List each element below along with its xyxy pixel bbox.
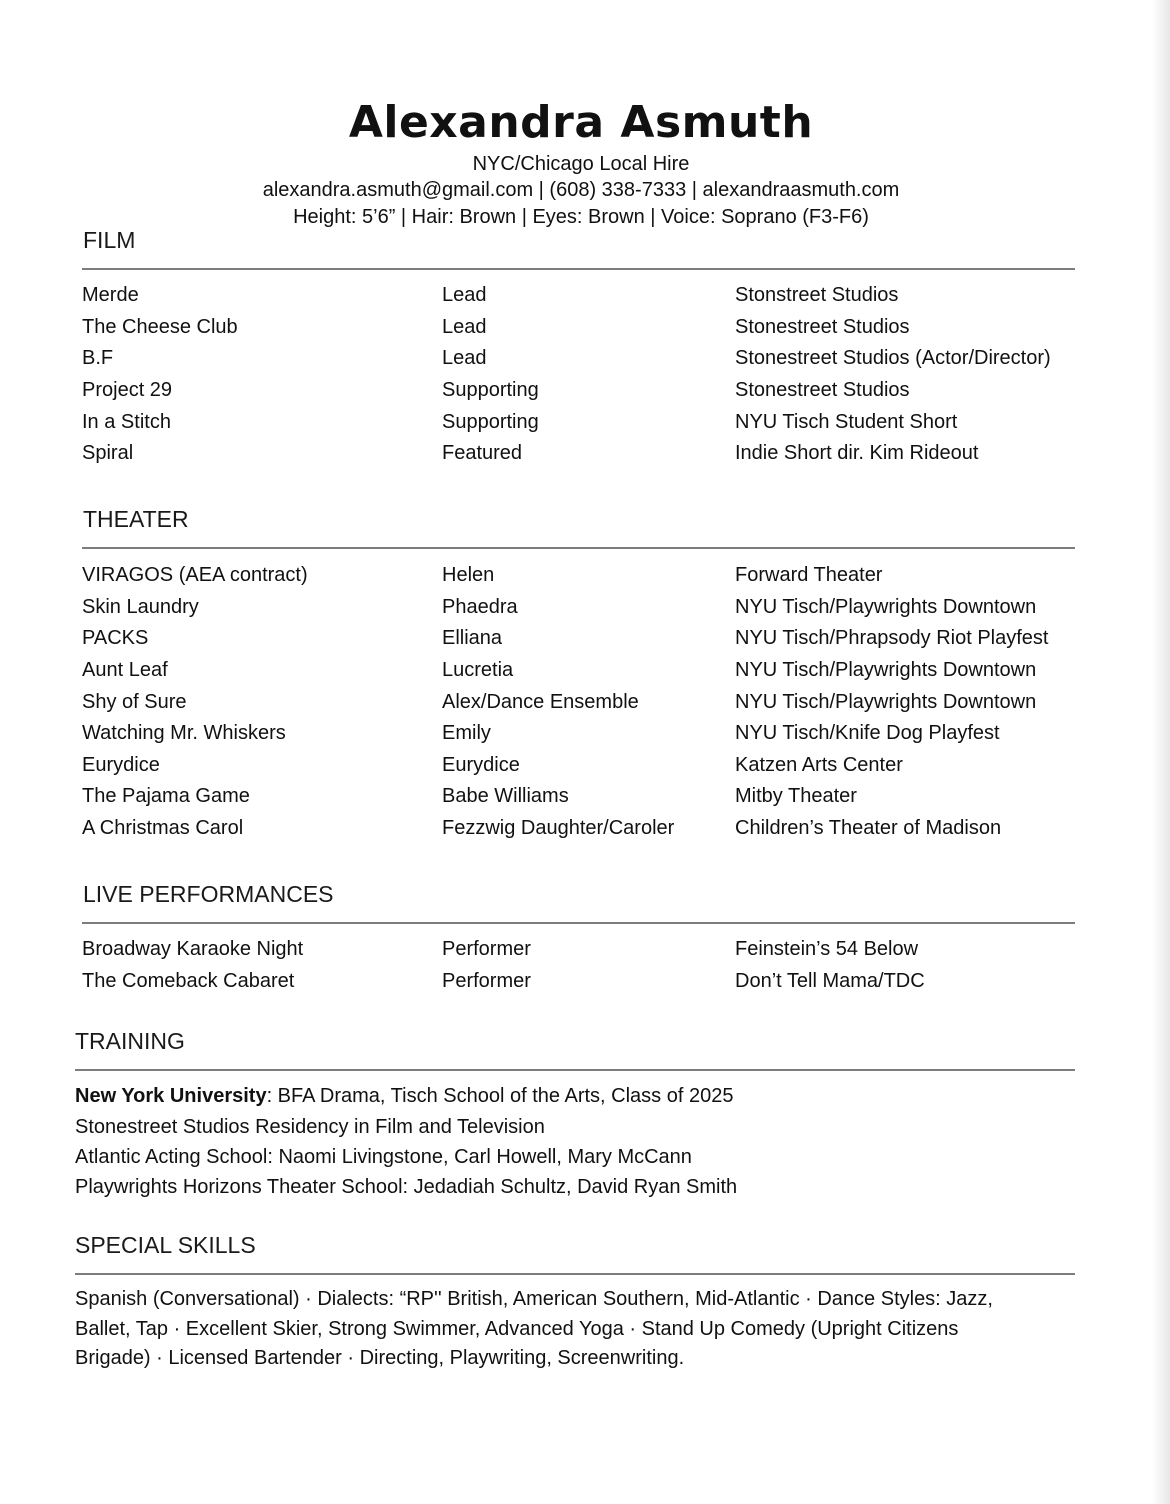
theater-role: Lucretia	[442, 659, 514, 681]
theater-row	[82, 656, 1075, 688]
film-company: Stonestreet Studios	[735, 316, 910, 338]
film-row	[82, 281, 1075, 313]
film-project: Project 29	[82, 379, 173, 401]
section-divider-special-skills	[75, 1273, 1075, 1275]
theater-row	[82, 593, 1075, 625]
film-project: B.F	[82, 347, 114, 369]
theater-project: VIRAGOS (AEA contract)	[82, 564, 308, 586]
live-venue: Don’t Tell Mama/TDC	[735, 970, 925, 992]
training-line-playwrights-horizons: Playwrights Horizons Theater School: Jedadiah Schultz, David Ryan Smith	[75, 1176, 738, 1198]
theater-row	[82, 624, 1075, 656]
section-title-theater: THEATER	[83, 506, 189, 532]
theater-company: NYU Tisch/Knife Dog Playfest	[735, 722, 1000, 744]
theater-company: NYU Tisch/Playwrights Downtown	[735, 659, 1037, 681]
live-role: Performer	[442, 938, 531, 960]
film-row	[82, 376, 1075, 408]
theater-role: Helen	[442, 564, 495, 586]
theater-project: Aunt Leaf	[82, 659, 168, 681]
film-project: Spiral	[82, 442, 134, 464]
section-title-training: TRAINING	[75, 1028, 185, 1054]
theater-project: Skin Laundry	[82, 596, 199, 618]
film-company: Stonstreet Studios	[735, 284, 899, 306]
theater-row	[82, 719, 1075, 751]
theater-row	[82, 561, 1075, 593]
film-row	[82, 344, 1075, 376]
theater-project: A Christmas Carol	[82, 817, 244, 839]
special-skills-text: Spanish (Conversational) · Dialects: “RP'' British, American Southern, Mid-Atlantic · Dance Styles: Jazz, Ballet, Tap · Excellent Skier, Strong Swimmer, Advanced Yoga · Stand Up Comedy (Upright Citizens Brigade) · Licensed Bartender · Directing, Playwriting, Screenwriting.	[75, 1288, 993, 1369]
theater-project: Eurydice	[82, 754, 160, 776]
film-company: NYU Tisch Student Short	[735, 411, 958, 433]
theater-row	[82, 688, 1075, 720]
theater-row	[82, 782, 1075, 814]
film-role: Featured	[442, 442, 523, 464]
film-row	[82, 439, 1075, 471]
theater-company: NYU Tisch/Phrapsody Riot Playfest	[735, 627, 1049, 649]
film-role: Lead	[442, 284, 487, 306]
theater-role: Eurydice	[442, 754, 520, 776]
theater-project: Shy of Sure	[82, 691, 187, 713]
section-divider-theater	[82, 547, 1075, 549]
training-program: : BFA Drama, Tisch School of the Arts, Class of 2025	[266, 1085, 734, 1107]
section-divider-live-performances	[82, 922, 1075, 924]
film-role: Supporting	[442, 379, 539, 401]
theater-company: Forward Theater	[735, 564, 883, 586]
section-title-live-performances: LIVE PERFORMANCES	[83, 881, 334, 907]
theater-project: The Pajama Game	[82, 785, 250, 807]
contact-line: alexandra.asmuth@gmail.com | (608) 338-7333 | alexandraasmuth.com	[262, 179, 900, 201]
theater-role: Phaedra	[442, 596, 518, 618]
section-title-film: FILM	[83, 227, 136, 253]
training-line-nyu	[75, 1082, 733, 1110]
film-role: Supporting	[442, 411, 539, 433]
film-company: Indie Short dir. Kim Rideout	[735, 442, 979, 464]
theater-project: PACKS	[82, 627, 149, 649]
live-venue: Feinstein’s 54 Below	[735, 938, 919, 960]
physical-stats-line: Height: 5’6” | Hair: Brown | Eyes: Brown | Voice: Soprano (F3-F6)	[293, 206, 869, 228]
film-row	[82, 313, 1075, 345]
theater-role: Alex/Dance Ensemble	[442, 691, 639, 713]
theater-company: Katzen Arts Center	[735, 754, 903, 776]
film-project: The Cheese Club	[82, 316, 238, 338]
theater-row	[82, 814, 1075, 846]
theater-company: NYU Tisch/Playwrights Downtown	[735, 596, 1037, 618]
live-project: Broadway Karaoke Night	[82, 938, 304, 960]
theater-role: Emily	[442, 722, 491, 744]
theater-role: Babe Williams	[442, 785, 569, 807]
section-divider-training	[75, 1069, 1075, 1071]
film-company: Stonestreet Studios	[735, 379, 910, 401]
film-role: Lead	[442, 316, 487, 338]
training-line-atlantic: Atlantic Acting School: Naomi Livingstone, Carl Howell, Mary McCann	[75, 1146, 692, 1168]
location-line: NYC/Chicago Local Hire	[472, 153, 690, 175]
film-role: Lead	[442, 347, 487, 369]
theater-company: Children’s Theater of Madison	[735, 817, 1002, 839]
live-role: Performer	[442, 970, 531, 992]
training-line-stonestreet: Stonestreet Studios Residency in Film and Television	[75, 1116, 545, 1138]
film-project: In a Stitch	[82, 411, 171, 433]
theater-company: Mitby Theater	[735, 785, 857, 807]
theater-role: Elliana	[442, 627, 503, 649]
theater-company: NYU Tisch/Playwrights Downtown	[735, 691, 1037, 713]
live-project: The Comeback Cabaret	[82, 970, 295, 992]
live-row	[82, 967, 1075, 999]
film-company: Stonestreet Studios (Actor/Director)	[735, 347, 1051, 369]
film-row	[82, 408, 1075, 440]
live-row	[82, 935, 1075, 967]
theater-project: Watching Mr. Whiskers	[82, 722, 286, 744]
resume-name: Alexandra Asmuth	[348, 97, 814, 148]
theater-role: Fezzwig Daughter/Caroler	[442, 817, 675, 839]
film-project: Merde	[82, 284, 139, 306]
section-title-special-skills: SPECIAL SKILLS	[75, 1232, 256, 1258]
training-school-name: New York University	[75, 1085, 267, 1107]
section-divider-film	[82, 268, 1075, 270]
theater-row	[82, 751, 1075, 783]
